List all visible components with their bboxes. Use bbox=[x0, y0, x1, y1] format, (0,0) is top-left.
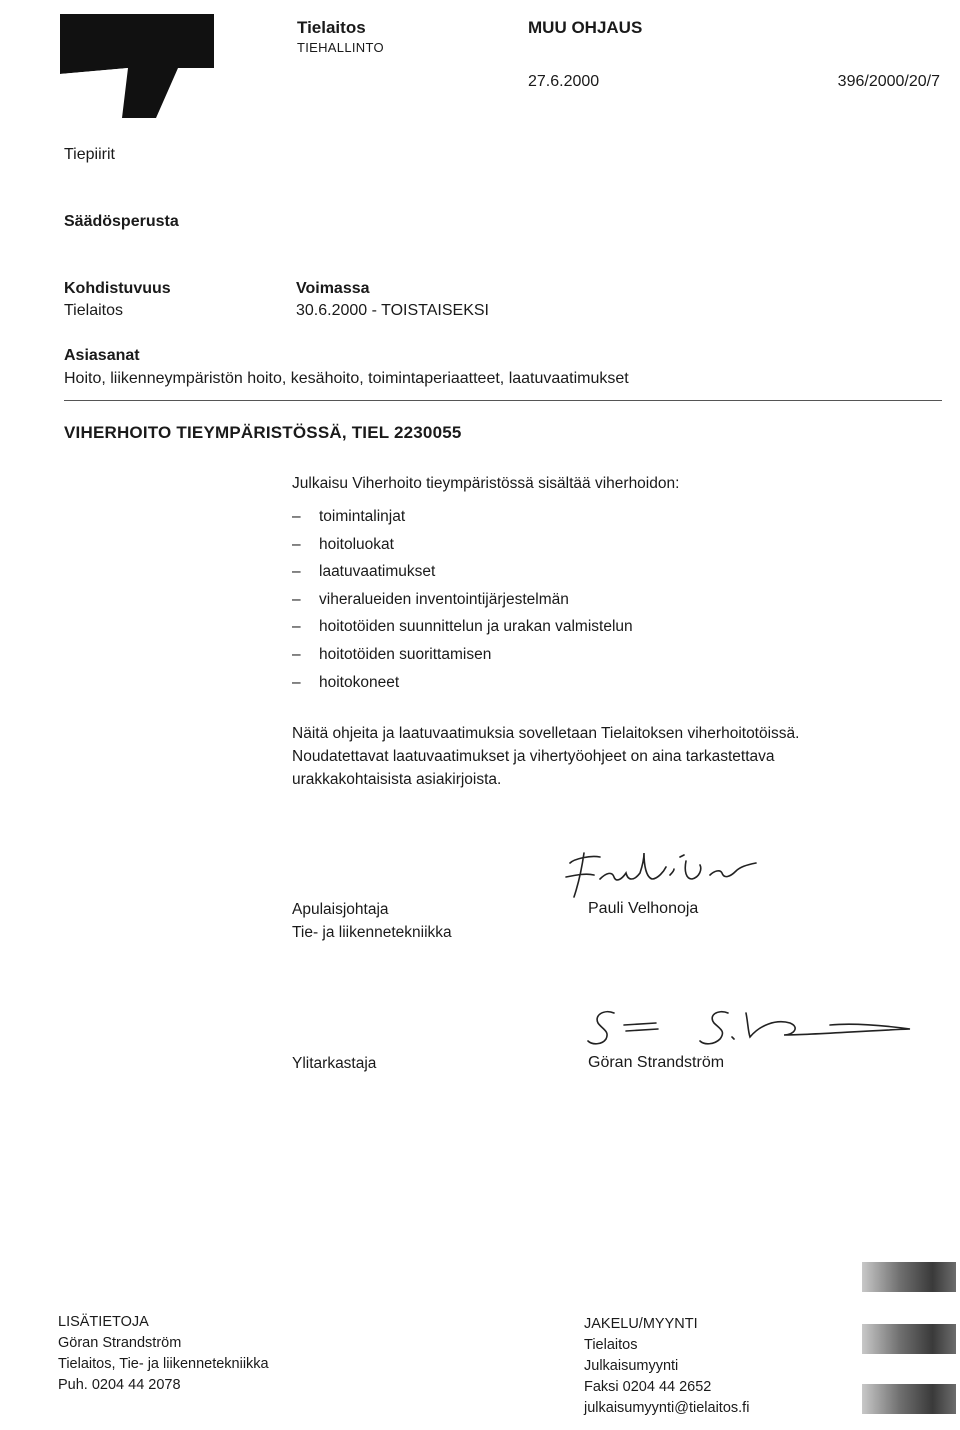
document-number: 396/2000/20/7 bbox=[837, 73, 940, 90]
signer-1-role bbox=[292, 898, 452, 944]
signer-1-department: Tie- ja liikennetekniikka bbox=[292, 924, 452, 941]
body-paragraph bbox=[292, 722, 942, 791]
list-item: – hoitokoneet bbox=[292, 673, 400, 691]
voimassa-label: Voimassa bbox=[296, 280, 370, 297]
recipient: Tiepiirit bbox=[64, 146, 115, 163]
distribution-org: Tielaitos bbox=[584, 1337, 638, 1353]
org-subtitle: TIEHALLINTO bbox=[297, 40, 384, 55]
org-name: Tielaitos bbox=[297, 18, 366, 37]
list-item: – toimintalinjat bbox=[292, 508, 406, 525]
signer-2-name: Göran Strandström bbox=[588, 1054, 725, 1071]
signer-1-title: Apulaisjohtaja bbox=[292, 901, 389, 918]
list-item: – hoitotöiden suorittamisen bbox=[292, 645, 492, 663]
marker-bar bbox=[862, 1262, 956, 1292]
content-list bbox=[292, 503, 633, 696]
paragraph-line: Noudatettavat laatuvaatimukset ja vihertyöohjeet on aina tarkastettava bbox=[292, 748, 775, 765]
list-item: – viheralueiden inventointijärjestelmän bbox=[292, 590, 569, 608]
divider bbox=[64, 400, 942, 401]
document-type: MUU OHJAUS bbox=[528, 18, 643, 37]
kohdistuvuus-value: Tielaitos bbox=[64, 302, 123, 319]
signer-2-title: Ylitarkastaja bbox=[292, 1055, 377, 1072]
scan-marker-bars bbox=[862, 1262, 956, 1422]
list-item: – hoitoluokat bbox=[292, 535, 394, 553]
distribution-email: julkaisumyynti@tielaitos.fi bbox=[584, 1400, 750, 1416]
lisatietoja-label: LISÄTIETOJA bbox=[58, 1314, 149, 1330]
contact-name: Göran Strandström bbox=[58, 1335, 182, 1351]
signature-2 bbox=[580, 995, 920, 1055]
asiasanat-label: Asiasanat bbox=[64, 347, 140, 364]
tielaitos-logo bbox=[60, 14, 214, 118]
signer-2-role bbox=[292, 1052, 376, 1075]
signature-1 bbox=[560, 845, 820, 905]
contact-phone: Puh. 0204 44 2078 bbox=[58, 1377, 181, 1393]
lisatietoja-block bbox=[58, 1312, 269, 1396]
intro-text: Julkaisu Viherhoito tieympäristössä sisältää viherhoidon: bbox=[292, 475, 680, 492]
list-item: – laatuvaatimukset bbox=[292, 563, 436, 581]
distribution-unit: Julkaisumyynti bbox=[584, 1358, 679, 1374]
list-item: – hoitotöiden suunnittelun ja urakan valmistelun bbox=[292, 618, 633, 636]
distribution-fax: Faksi 0204 44 2652 bbox=[584, 1379, 712, 1395]
paragraph-line: urakkakohtaisista asiakirjoista. bbox=[292, 771, 502, 788]
contact-department: Tielaitos, Tie- ja liikennetekniikka bbox=[58, 1356, 269, 1372]
saadosperusta-label: Säädösperusta bbox=[64, 213, 179, 230]
marker-bar bbox=[862, 1324, 956, 1354]
paragraph-line: Näitä ohjeita ja laatuvaatimuksia sovelletaan Tielaitoksen viherhoitotöissä. bbox=[292, 725, 800, 742]
document-title: VIHERHOITO TIEYMPÄRISTÖSSÄ, TIEL 2230055 bbox=[64, 423, 462, 442]
marker-bar bbox=[862, 1384, 956, 1414]
asiasanat-value: Hoito, liikenneympäristön hoito, kesähoito, toimintaperiaatteet, laatuvaatimukset bbox=[64, 370, 629, 387]
jakelu-label: JAKELU/MYYNTI bbox=[584, 1316, 698, 1332]
jakelu-block bbox=[584, 1314, 749, 1419]
kohdistuvuus-label: Kohdistuvuus bbox=[64, 280, 171, 297]
signer-1-name: Pauli Velhonoja bbox=[588, 900, 699, 917]
voimassa-value: 30.6.2000 - TOISTAISEKSI bbox=[296, 302, 489, 319]
document-date: 27.6.2000 bbox=[528, 73, 600, 90]
